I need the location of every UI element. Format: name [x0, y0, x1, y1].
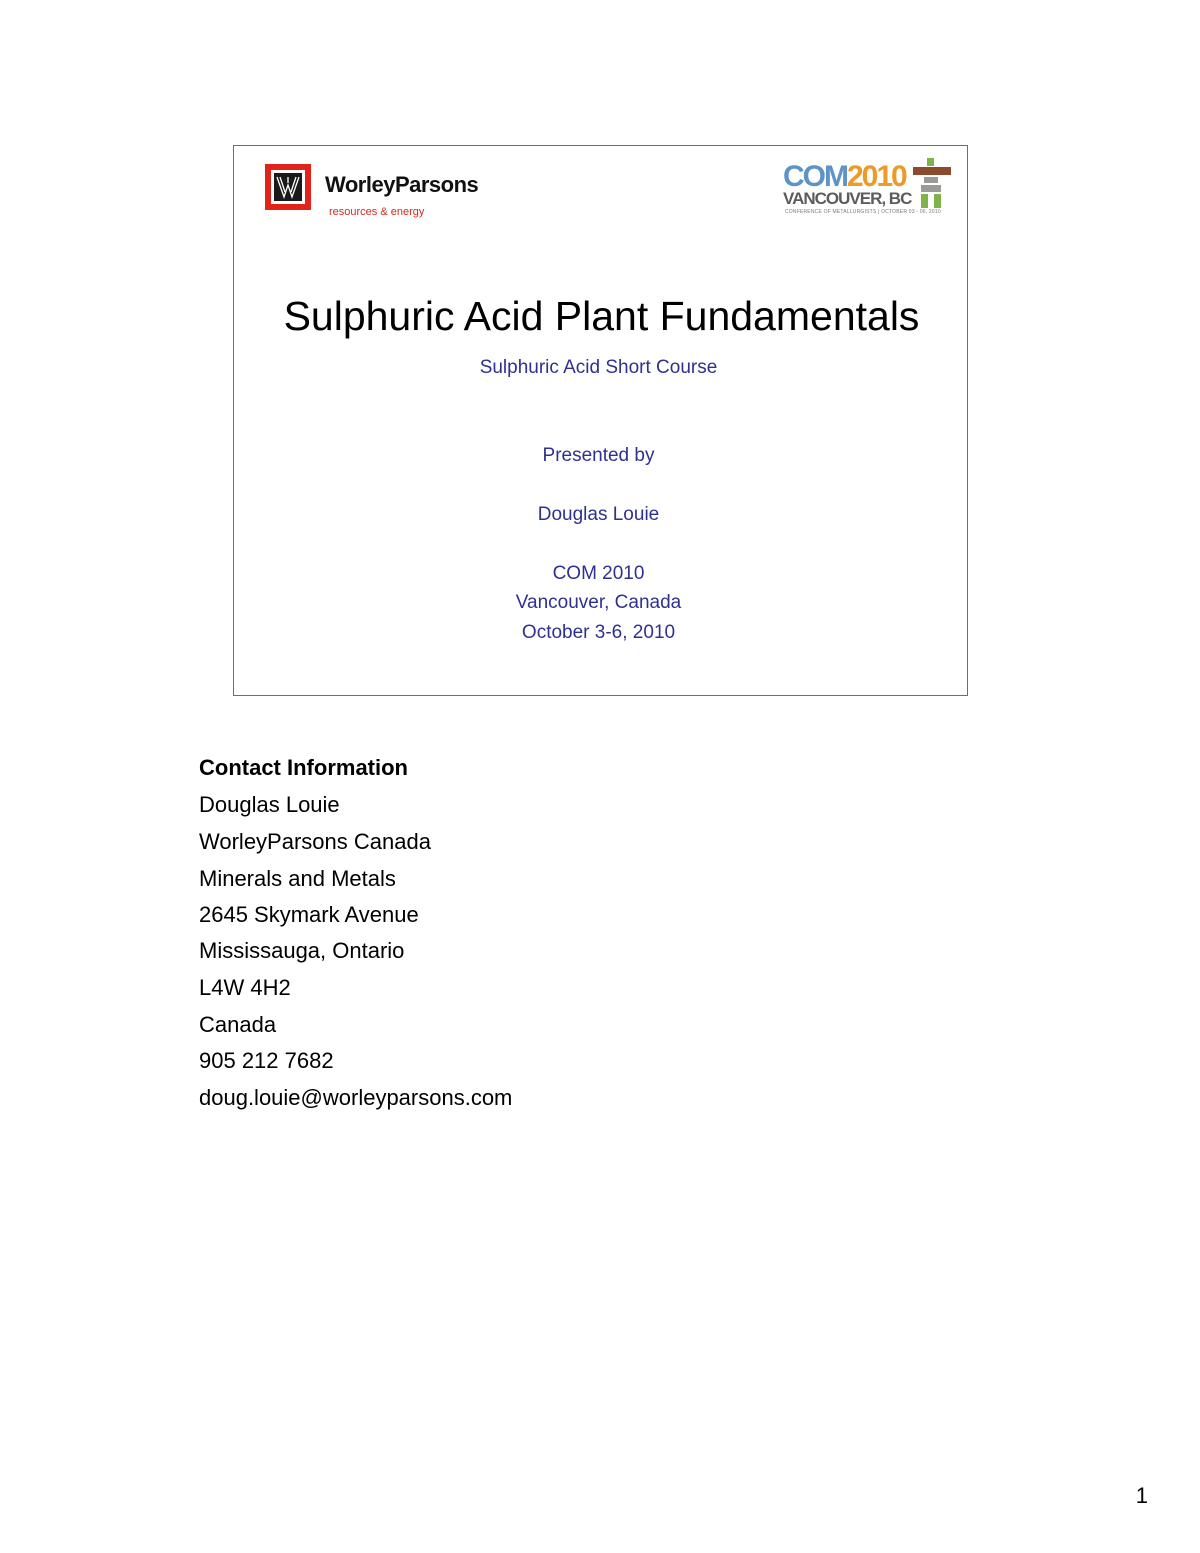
com2010-wordmark [783, 162, 906, 192]
year-text: 2010 [847, 160, 906, 193]
com2010-city: VANCOUVER, BC [783, 189, 912, 208]
presented-by-label: Presented by [542, 445, 655, 466]
com-text: COM [783, 160, 847, 193]
inukshuk-icon [913, 156, 953, 212]
event-date: October 3-6, 2010 [521, 622, 676, 643]
contact-name: Douglas Louie [199, 792, 340, 817]
contact-street: 2645 Skymark Avenue [199, 902, 419, 927]
contact-phone: 905 212 7682 [199, 1048, 334, 1073]
event-location: Vancouver, Canada [515, 592, 682, 613]
presenter-name: Douglas Louie [537, 504, 660, 525]
worleyparsons-logo [265, 164, 525, 228]
contact-heading: Contact Information [199, 755, 408, 780]
worleyparsons-tagline: resources & energy [329, 206, 425, 218]
slide-frame [233, 145, 968, 696]
com2010-logo [779, 156, 959, 222]
worleyparsons-name: WorleyParsons [325, 172, 479, 197]
page-number: 1 [1135, 1483, 1148, 1508]
slide-subtitle: Sulphuric Acid Short Course [479, 357, 718, 378]
event-name: COM 2010 [552, 563, 645, 584]
contact-email[interactable]: doug.louie@worleyparsons.com [199, 1085, 513, 1110]
contact-city: Mississauga, Ontario [199, 938, 405, 963]
contact-division: Minerals and Metals [199, 866, 396, 891]
contact-country: Canada [199, 1012, 277, 1037]
slide-title: Sulphuric Acid Plant Fundamentals [283, 293, 920, 339]
contact-company: WorleyParsons Canada [199, 829, 431, 854]
com2010-subline: CONFERENCE OF METALLURGISTS | OCTOBER 03 - 06, 2010 [785, 209, 941, 215]
contact-postal-code: L4W 4H2 [199, 975, 291, 1000]
worleyparsons-mark-icon [265, 164, 311, 210]
